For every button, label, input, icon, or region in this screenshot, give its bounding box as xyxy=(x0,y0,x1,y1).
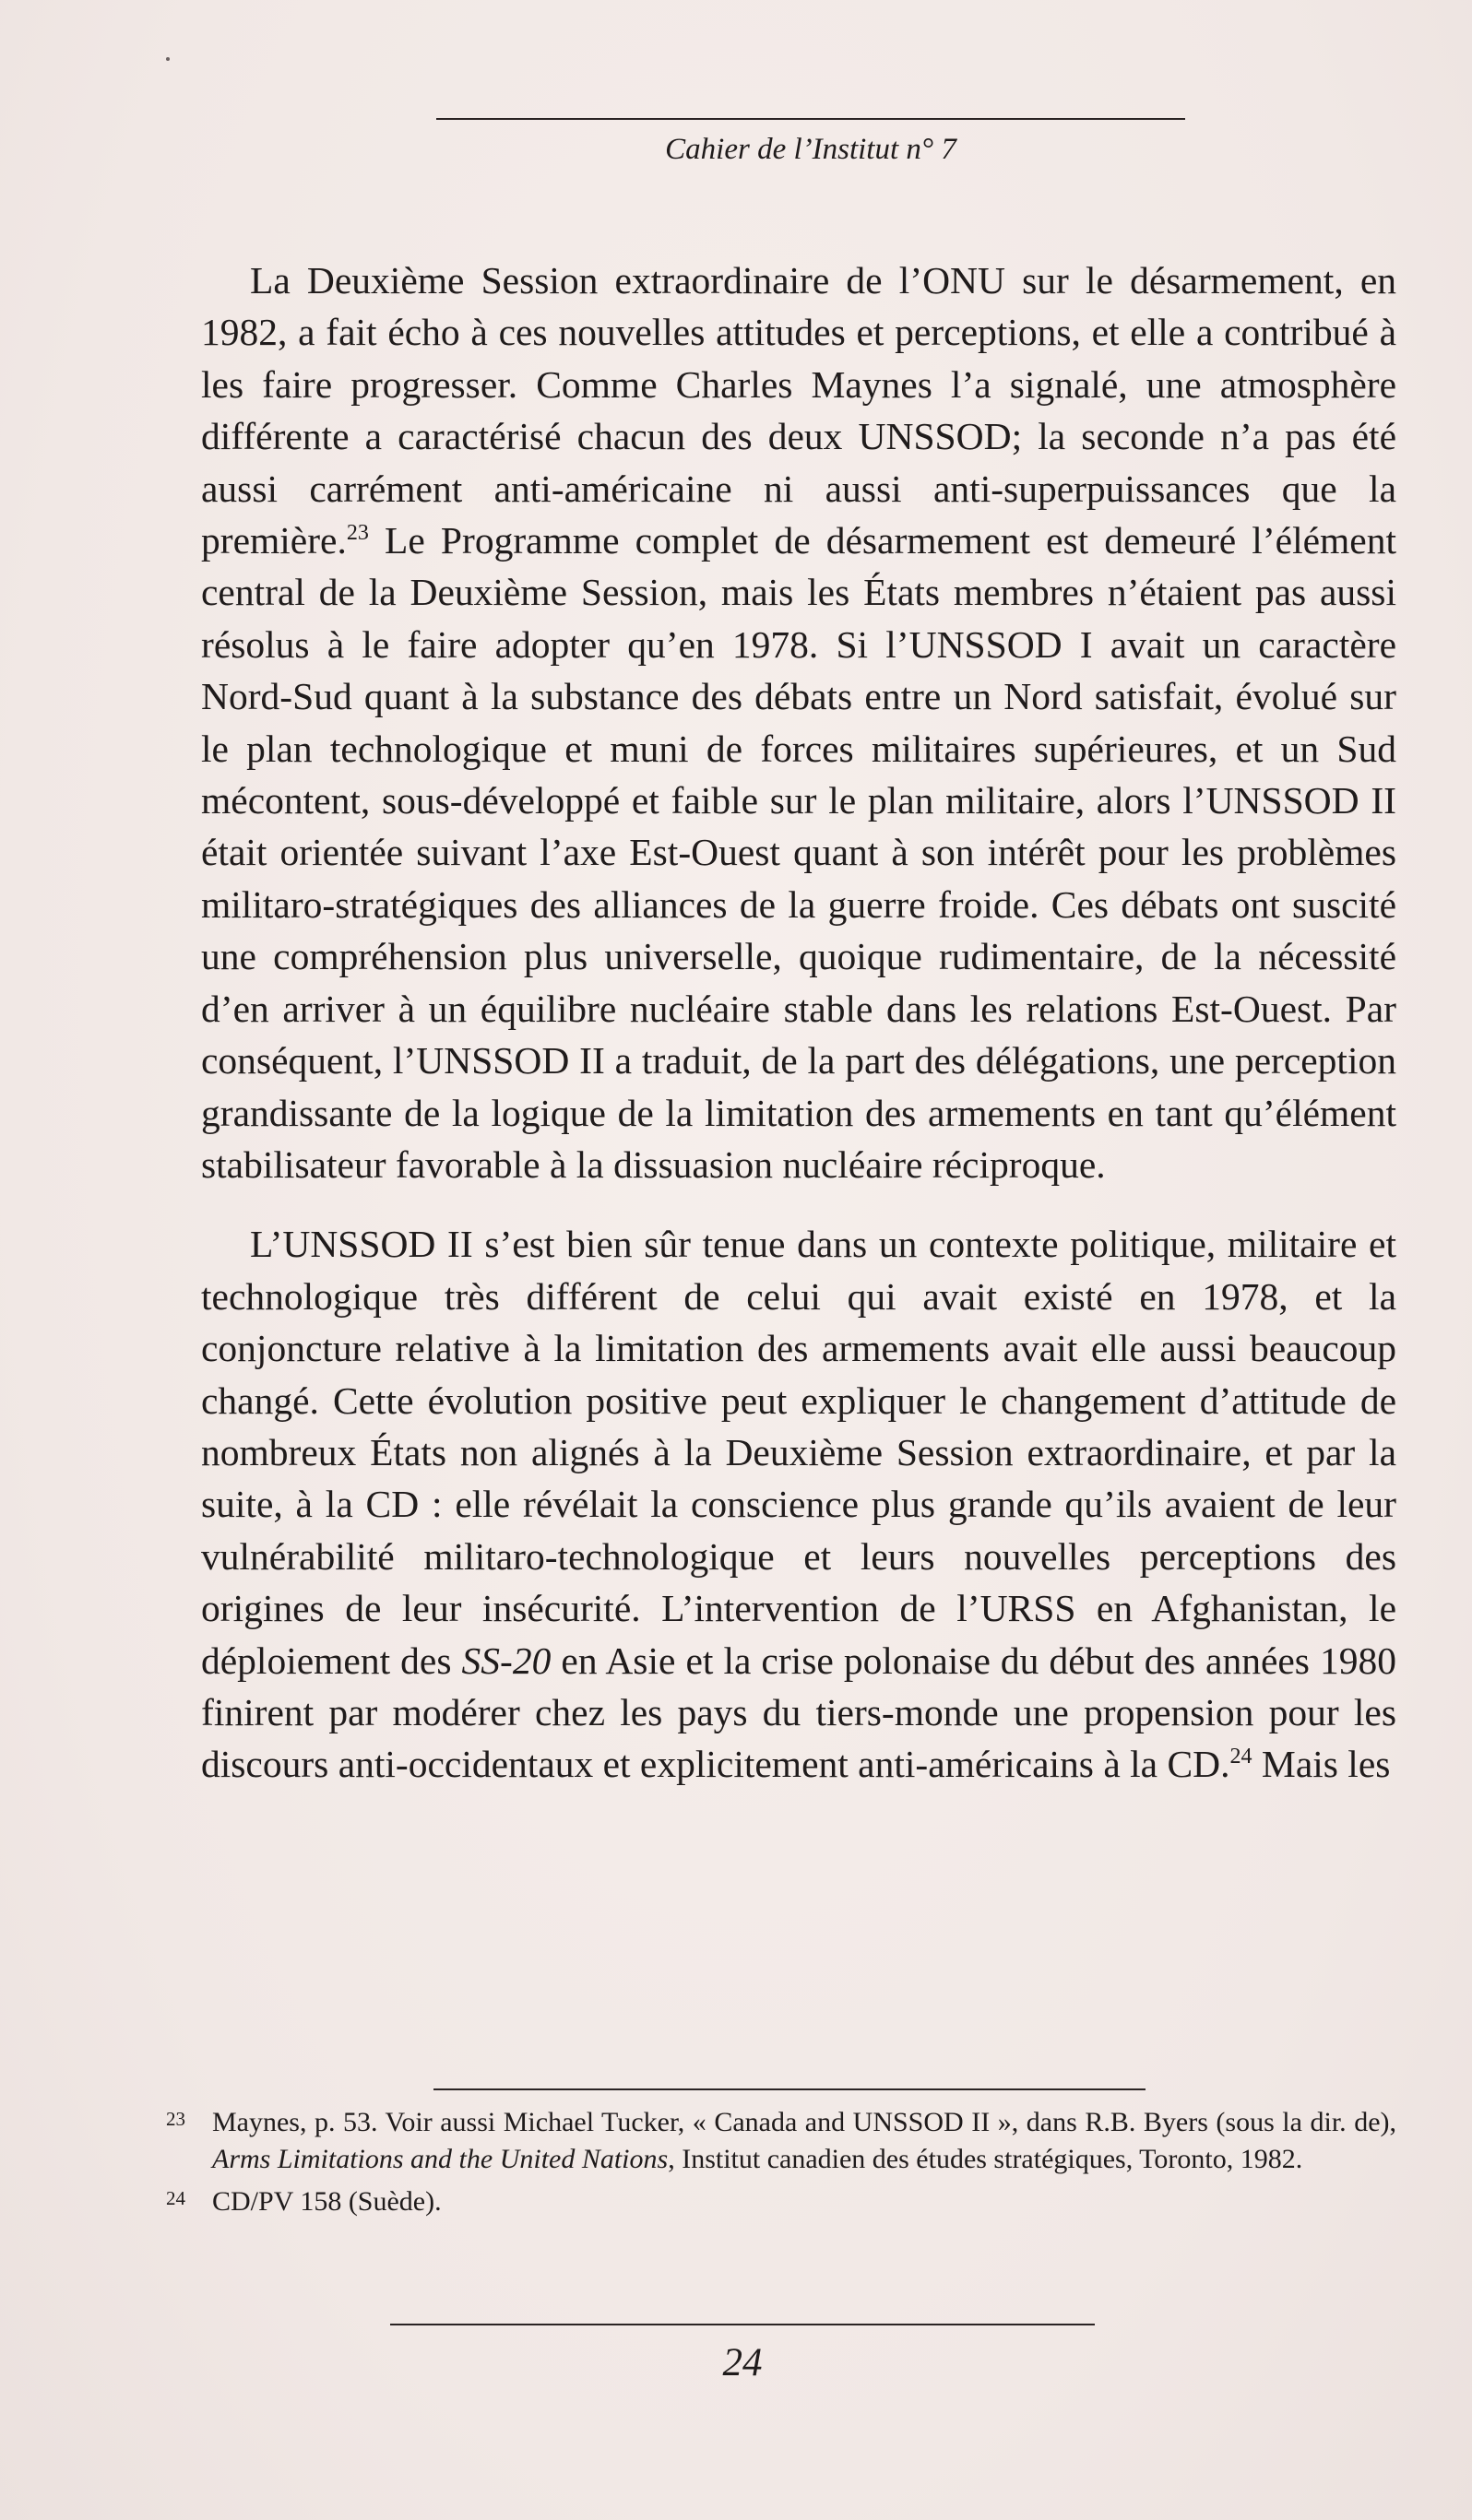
paragraph-1-text-b: Le Programme complet de désarmement est demeuré l’élément central de la Deuxième Session, mais les États membres n’étaient pas aussi résolus à le faire adopter qu’en 1978. Si l’UNSSOD I avait un caractère Nord-Sud quant à la substance des débats entre un Nord satisfait, évolué sur le plan technologique et muni de forces militaires supérieures, et un Sud mécontent, sous-développé et faible sur le plan militaire, alors l’UNSSOD II était orientée suivant l’axe Est-Ouest quant à son intérêt pour les problèmes militaro-stratégiques des alliances de la guerre froide. Ces débats ont suscité une compréhension plus universelle, quoique rudimentaire, de la nécessité d’en arriver à un équilibre nucléaire stable dans les relations Est-Ouest. Par conséquent, l’UNSSOD II a traduit, de la part des délégations, une perception grandissante de la logique de la limitation des armements en tant qu’élément stabilisateur favorable à la dissuasion nucléaire réciproque. xyxy=(201,519,1396,1186)
paragraph-2 xyxy=(201,1218,1396,1790)
running-head: Cahier de l’Institut n° 7 xyxy=(665,133,956,166)
paragraph-2-text-c: Mais les xyxy=(1252,1743,1391,1786)
footnote-24 xyxy=(166,2183,1396,2220)
paragraph-2-text-b: en Asie et la crise polonaise du début des années 1980 finirent par modérer chez les pays du tiers-monde une propension pour les discours anti-occidentaux et explicitement anti-américains à la CD. xyxy=(201,1639,1397,1786)
paragraph-2-text-a: L’UNSSOD II s’est bien sûr tenue dans un contexte politique, militaire et technologique très différent de celui qui avait existé en 1978, et la conjoncture relative à la limitation des armements avait elle aussi beaucoup changé. Cette évolution positive peut expliquer le changement d’attitude de nombreux États non alignés à la Deuxième Session extraordinaire, et par la suite, à la CD : elle révélait la conscience plus grande qu’ils avaient de leur vulnérabilité militaro-technologique et leurs nouvelles perceptions des origines de leur insécurité. L’intervention de l’URSS en Afghanistan, le déploiement des xyxy=(201,1223,1396,1682)
footnote-text: Maynes, p. 53. Voir aussi Michael Tucker, « Canada and UNSSOD II », dans R.B. Byers (sous la dir. de), xyxy=(212,2107,1396,2137)
footnote-ref-24[interactable]: 24 xyxy=(1229,1745,1252,1769)
footnote-rule xyxy=(433,2088,1146,2090)
body-text xyxy=(201,254,1396,1791)
header-rule xyxy=(436,118,1185,120)
footnote-number: 24 xyxy=(166,2187,185,2209)
page-number: 24 xyxy=(722,2341,763,2384)
paragraph-1-text-a: La Deuxième Session extraordinaire de l’ONU sur le désarmement, en 1982, a fait écho à ces nouvelles attitudes et perceptions, et elle a contribué à les faire progresser. Comme Charles Maynes l’a signalé, une atmosphère différente a caractérisé chacun des deux UNSSOD; la seconde n’a pas été aussi carrément anti-américaine ni aussi anti-superpuissances que la première. xyxy=(201,259,1396,562)
footnote-number: 23 xyxy=(166,2108,185,2130)
paragraph-2-italic: SS-20 xyxy=(461,1639,552,1682)
footnote-text-end: , Institut canadien des études stratégiques, Toronto, 1982. xyxy=(668,2144,1303,2174)
footnote-italic: Arms Limitations and the United Nations xyxy=(212,2144,669,2174)
footnote-23 xyxy=(166,2104,1396,2178)
paragraph-1 xyxy=(201,254,1396,1190)
footnotes xyxy=(166,2104,1396,2226)
footnote-ref-23[interactable]: 23 xyxy=(346,521,369,546)
footnote-text: CD/PV 158 (Suède). xyxy=(212,2186,442,2217)
footer-rule xyxy=(390,2324,1095,2325)
speck xyxy=(166,57,170,61)
